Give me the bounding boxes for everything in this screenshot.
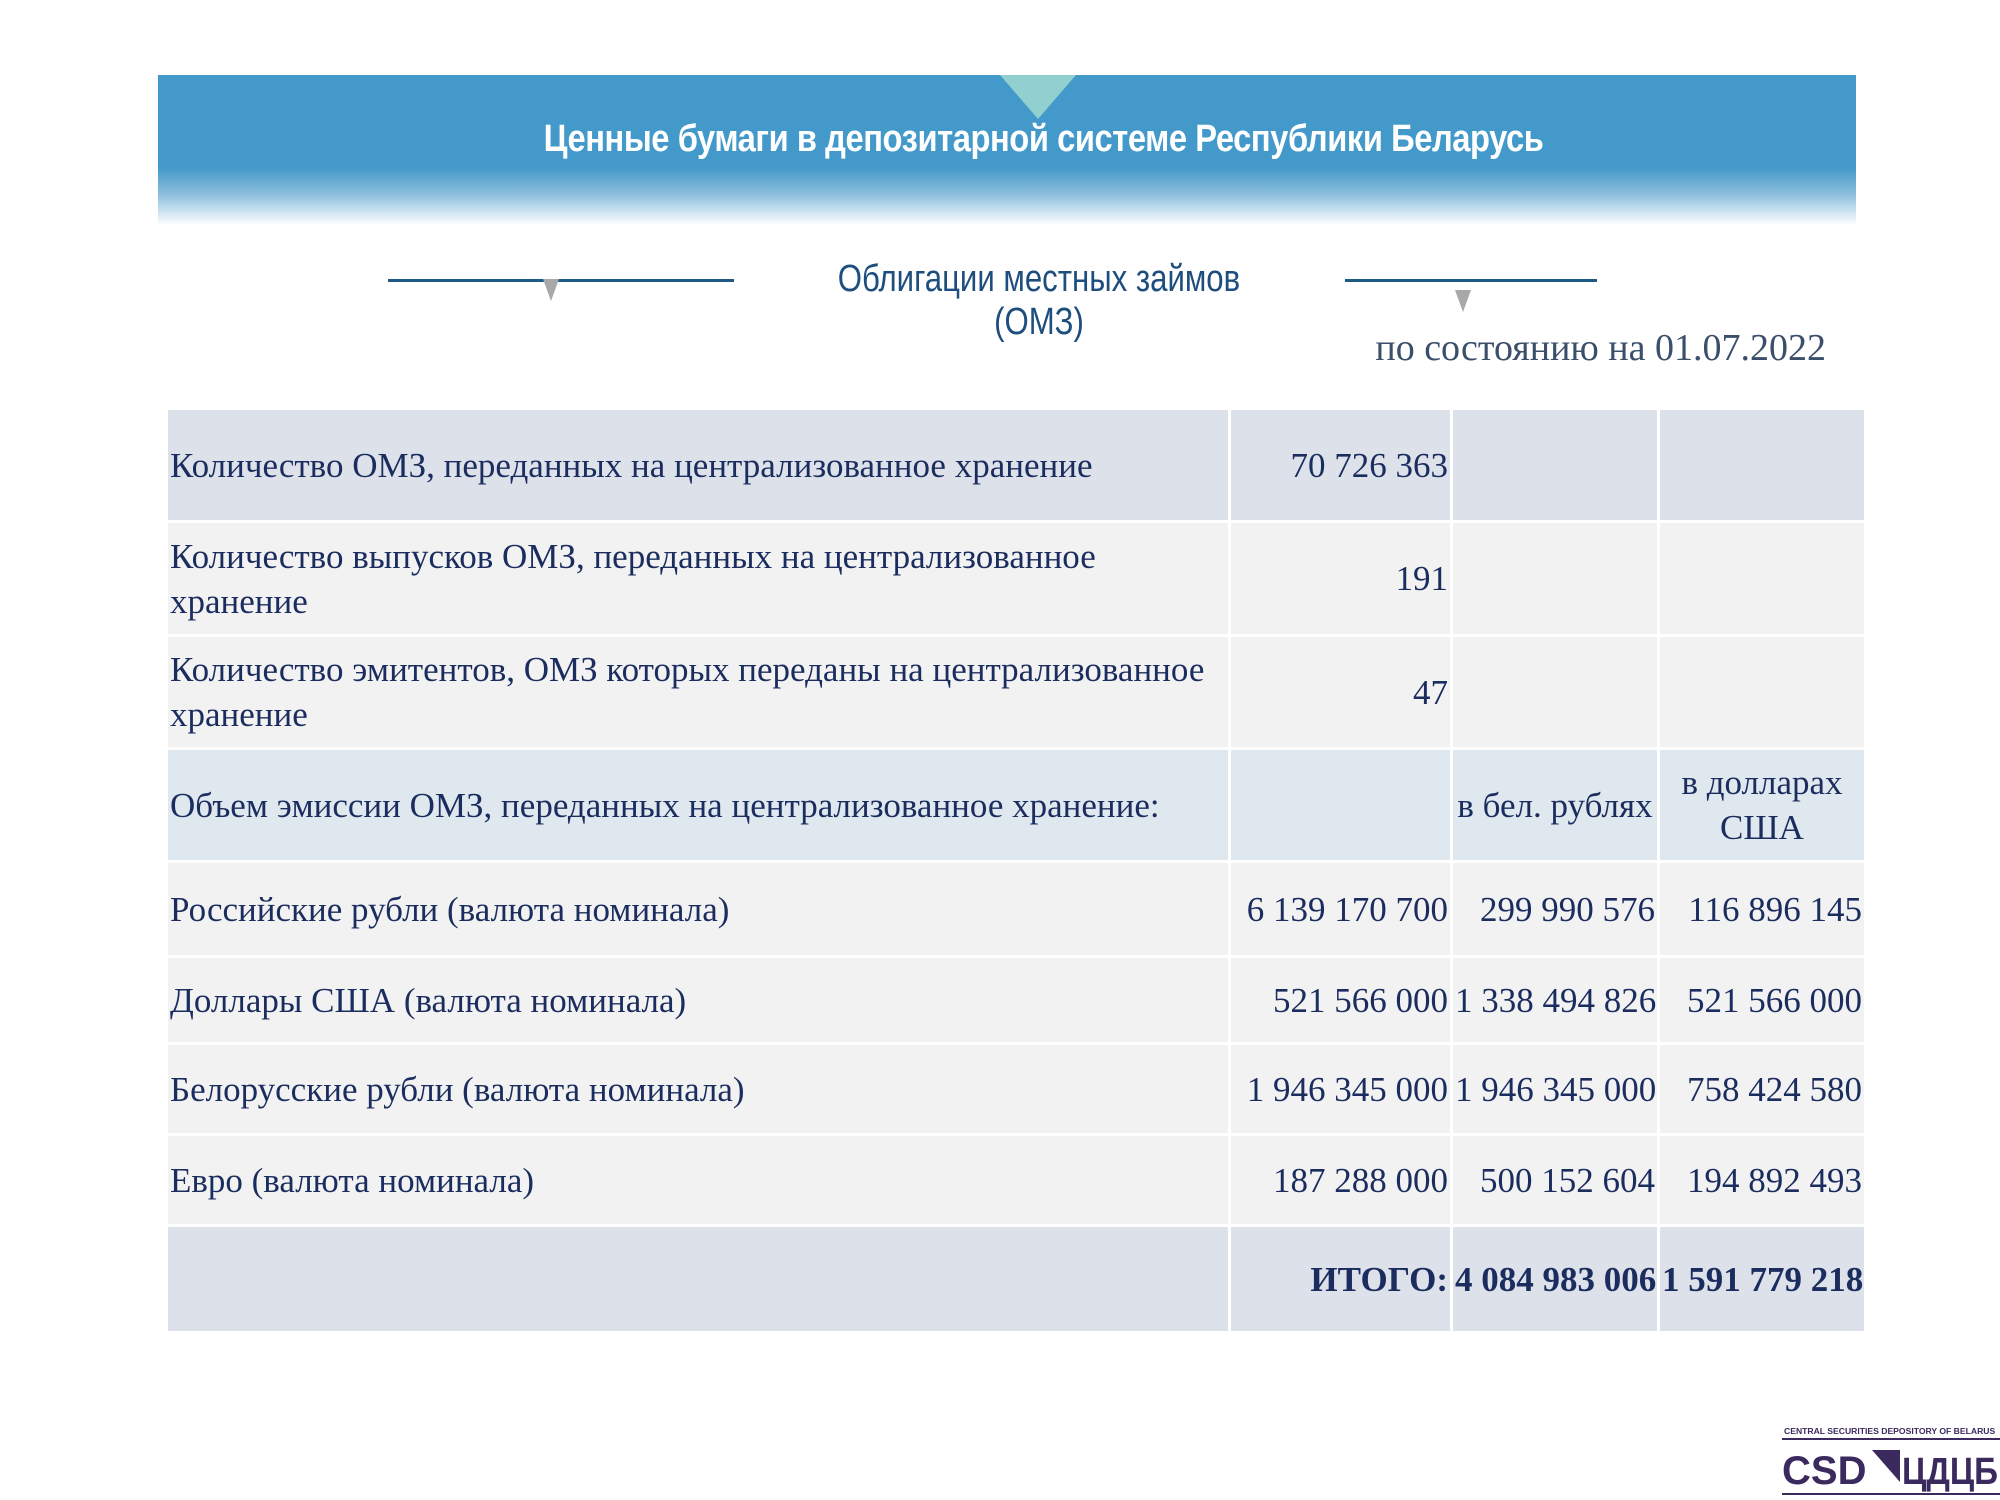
- cell-byn: 299 990 576: [1453, 863, 1657, 955]
- total-label: ИТОГО:: [1231, 1227, 1450, 1331]
- cell-nominal: 6 139 170 700: [1231, 863, 1450, 955]
- cell-usd: 521 566 000: [1660, 958, 1864, 1042]
- report-date: по состоянию на 01.07.2022: [1375, 327, 1826, 369]
- subtitle-rule-left: [388, 279, 734, 282]
- table-total-row: [168, 1227, 1864, 1331]
- logo-tagline: CENTRAL SECURITIES DEPOSITORY OF BELARUS: [1784, 1426, 1996, 1436]
- logo-cdcb-text: ЦДЦБ: [1902, 1451, 1998, 1493]
- cell-usd: [1660, 410, 1864, 520]
- logo-emblem-icon: [1872, 1450, 1900, 1482]
- row-label: Количество эмитентов, ОМЗ которых переданы на централизованное хранение: [168, 637, 1228, 747]
- table-row: [168, 863, 1864, 955]
- total-usd: 1 591 779 218: [1660, 1227, 1864, 1331]
- bonds-table: [165, 407, 1867, 1334]
- row-label: Доллары США (валюта номинала): [168, 958, 1228, 1042]
- cell-byn: 500 152 604: [1453, 1136, 1657, 1224]
- row-label: Количество выпусков ОМЗ, переданных на централизованное хранение: [168, 523, 1228, 634]
- row-label: Объем эмиссии ОМЗ, переданных на централизованное хранение:: [168, 750, 1228, 860]
- table-row: [168, 958, 1864, 1042]
- row-label: Количество ОМЗ, переданных на централизованное хранение: [168, 410, 1228, 520]
- cell-byn: [1453, 523, 1657, 634]
- cell-usd: 116 896 145: [1660, 863, 1864, 955]
- table-row: [168, 410, 1864, 520]
- cell-byn: [1453, 410, 1657, 520]
- table-row: [168, 637, 1864, 747]
- row-label: Белорусские рубли (валюта номинала): [168, 1045, 1228, 1133]
- section-subtitle: Облигации местных займов (ОМЗ): [837, 258, 1241, 343]
- cell-nominal: 187 288 000: [1231, 1136, 1450, 1224]
- cell-usd: 194 892 493: [1660, 1136, 1864, 1224]
- triangle-marker-icon: [1455, 290, 1471, 312]
- subtitle-rule-right: [1345, 279, 1597, 282]
- total-spacer: [168, 1227, 1228, 1331]
- table-header-row: [168, 750, 1864, 860]
- table-row: [168, 1045, 1864, 1133]
- column-header-usd: в долларах США: [1660, 750, 1864, 860]
- cell-usd: [1660, 637, 1864, 747]
- cell-byn: 1 338 494 826: [1453, 958, 1657, 1042]
- cell-byn: 1 946 345 000: [1453, 1045, 1657, 1133]
- cell-nominal: 521 566 000: [1231, 958, 1450, 1042]
- banner-notch-decoration: [1000, 75, 1076, 119]
- column-header-byn: в бел. рублях: [1453, 750, 1657, 860]
- csd-logo: [1782, 1422, 2000, 1500]
- table-row: [168, 1136, 1864, 1224]
- cell-quantity: [1231, 750, 1450, 860]
- row-label: Евро (валюта номинала): [168, 1136, 1228, 1224]
- cell-byn: [1453, 637, 1657, 747]
- total-byn: 4 084 983 006: [1453, 1227, 1657, 1331]
- cell-quantity: 191: [1231, 523, 1450, 634]
- cell-usd: 758 424 580: [1660, 1045, 1864, 1133]
- logo-csd-text: CSD: [1782, 1449, 1867, 1493]
- cell-nominal: 1 946 345 000: [1231, 1045, 1450, 1133]
- cell-usd: [1660, 523, 1864, 634]
- row-label: Российские рубли (валюта номинала): [168, 863, 1228, 955]
- cell-quantity: 47: [1231, 637, 1450, 747]
- table-row: [168, 523, 1864, 634]
- page-title: Ценные бумаги в депозитарной системе Республики Беларусь: [543, 118, 1544, 160]
- triangle-marker-icon: [543, 279, 559, 301]
- cell-quantity: 70 726 363: [1231, 410, 1450, 520]
